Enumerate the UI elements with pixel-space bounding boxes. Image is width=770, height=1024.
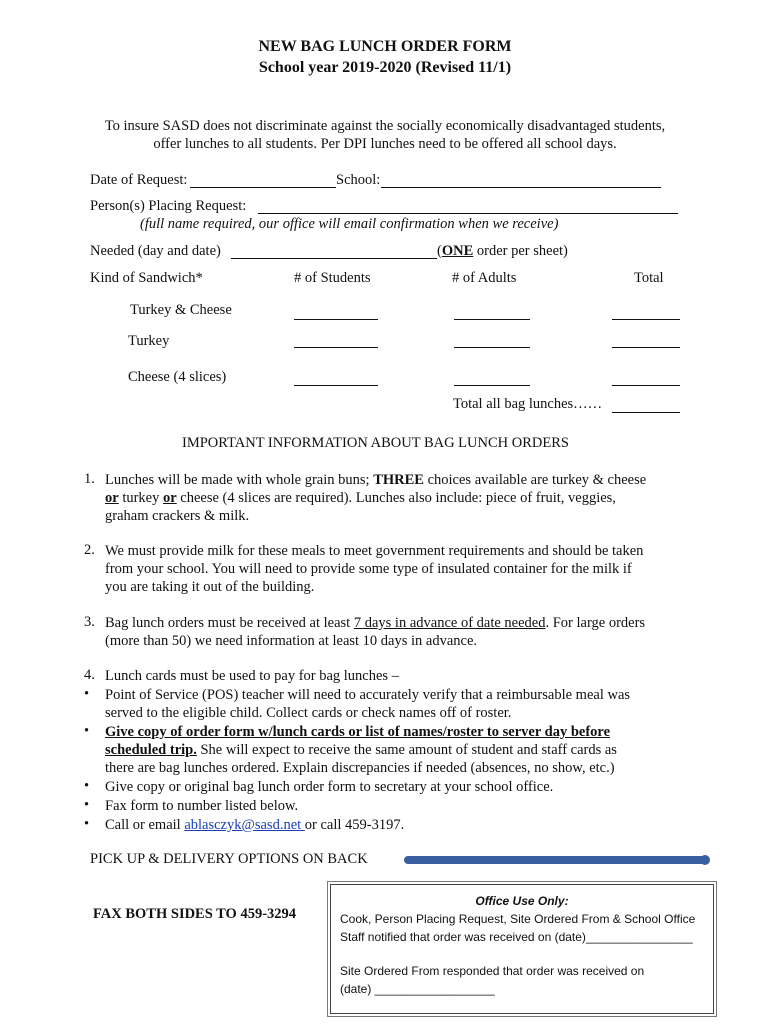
office-line-3: Site Ordered From responded that order was received on bbox=[340, 964, 645, 978]
turkey-cheese-students-field[interactable] bbox=[294, 318, 378, 320]
office-line-4: (date) __________________ bbox=[340, 982, 495, 996]
header-adults: # of Adults bbox=[452, 270, 517, 286]
bullet-2-text: Give copy of order form w/lunch cards or list of names/roster to server day before scheduled trip. She will expect to receive the same amount of student and staff cards as there are bag lunches ordered. Explain discrepancies if needed (absences, no show, etc.) bbox=[105, 724, 617, 776]
bullet-3-text: Give copy or original bag lunch order form to secretary at your school office. bbox=[105, 779, 554, 795]
person-field[interactable] bbox=[258, 212, 678, 214]
date-label: Date of Request: bbox=[90, 172, 188, 188]
item-3-text: Bag lunch orders must be received at least 7 days in advance of date needed. For large orders (more than 50) we need information at least 10 days in advance. bbox=[105, 615, 646, 649]
total-all-label: Total all bag lunches…… bbox=[453, 396, 603, 412]
needed-field[interactable] bbox=[231, 257, 437, 259]
bullet-2: • bbox=[84, 723, 90, 739]
arrow-graphic bbox=[404, 856, 706, 864]
cheese-adults-field[interactable] bbox=[454, 384, 530, 386]
intro-line-2: offer lunches to all students. Per DPI lunches need to be offered all school days. bbox=[153, 136, 617, 152]
item-2-text: We must provide milk for these meals to meet government requirements and should be taken from your school. You will need to provide some type of insulated container for the milk if you are taking it out of the building. bbox=[105, 543, 644, 595]
office-title: Office Use Only: bbox=[475, 894, 569, 908]
row-turkey-cheese: Turkey & Cheese bbox=[130, 302, 232, 318]
person-label: Person(s) Placing Request: bbox=[90, 198, 247, 214]
bullet-4-text: Fax form to number listed below. bbox=[105, 798, 299, 814]
bullet-5: • bbox=[84, 816, 90, 832]
turkey-cheese-adults-field[interactable] bbox=[454, 318, 530, 320]
bullet-3: • bbox=[84, 778, 90, 794]
office-line-1: Cook, Person Placing Request, Site Ordered From & School Office bbox=[340, 912, 696, 926]
bullet-4: • bbox=[84, 797, 90, 813]
needed-note: (ONE order per sheet) bbox=[437, 243, 568, 259]
item-4-number: 4. bbox=[84, 667, 95, 683]
turkey-students-field[interactable] bbox=[294, 346, 378, 348]
cheese-total-field[interactable] bbox=[612, 384, 680, 386]
item-4-text: Lunch cards must be used to pay for bag lunches – bbox=[105, 668, 399, 684]
needed-label: Needed (day and date) bbox=[90, 243, 221, 259]
item-3-number: 3. bbox=[84, 614, 95, 630]
header-sandwich: Kind of Sandwich* bbox=[90, 270, 203, 286]
form-title: NEW BAG LUNCH ORDER FORM bbox=[258, 38, 512, 55]
header-students: # of Students bbox=[294, 270, 371, 286]
pickup-text: PICK UP & DELIVERY OPTIONS ON BACK bbox=[90, 851, 368, 867]
row-turkey: Turkey bbox=[128, 333, 170, 349]
bullet-5-text: Call or email ablasczyk@sasd.net or call 459-3197. bbox=[105, 817, 405, 833]
bullet-1-text: Point of Service (POS) teacher will need to accurately verify that a reimbursable meal was served to the eligible child. Collect cards or check names off of roster. bbox=[105, 687, 631, 721]
cheese-students-field[interactable] bbox=[294, 384, 378, 386]
arrow-head-icon bbox=[700, 855, 710, 865]
item-1-text: Lunches will be made with whole grain buns; THREE choices available are turkey & cheese or turkey or cheese (4 slices are required). Lunches also include: piece of fruit, veggies, graham crackers & milk. bbox=[105, 472, 647, 524]
turkey-total-field[interactable] bbox=[612, 346, 680, 348]
intro-line-1: To insure SASD does not discriminate against the socially economically disadvantaged students, bbox=[104, 118, 666, 134]
person-note: (full name required, our office will email confirmation when we receive) bbox=[140, 216, 559, 232]
form-subtitle: School year 2019-2020 (Revised 11/1) bbox=[258, 59, 512, 76]
turkey-cheese-total-field[interactable] bbox=[612, 318, 680, 320]
school-field[interactable] bbox=[381, 186, 661, 188]
school-label: School: bbox=[336, 172, 381, 188]
item-2-number: 2. bbox=[84, 542, 95, 558]
turkey-adults-field[interactable] bbox=[454, 346, 530, 348]
bullet-1: • bbox=[84, 686, 90, 702]
email-link[interactable]: ablasczyk@sasd.net bbox=[184, 817, 305, 833]
date-field[interactable] bbox=[190, 186, 336, 188]
header-total: Total bbox=[634, 270, 664, 286]
office-line-2: Staff notified that order was received on (date)________________ bbox=[340, 930, 693, 944]
row-cheese: Cheese (4 slices) bbox=[128, 369, 227, 385]
item-1-number: 1. bbox=[84, 471, 95, 487]
info-heading: IMPORTANT INFORMATION ABOUT BAG LUNCH ORDERS bbox=[182, 435, 569, 451]
fax-text: FAX BOTH SIDES TO 459-3294 bbox=[93, 906, 297, 922]
total-all-field[interactable] bbox=[612, 411, 680, 413]
